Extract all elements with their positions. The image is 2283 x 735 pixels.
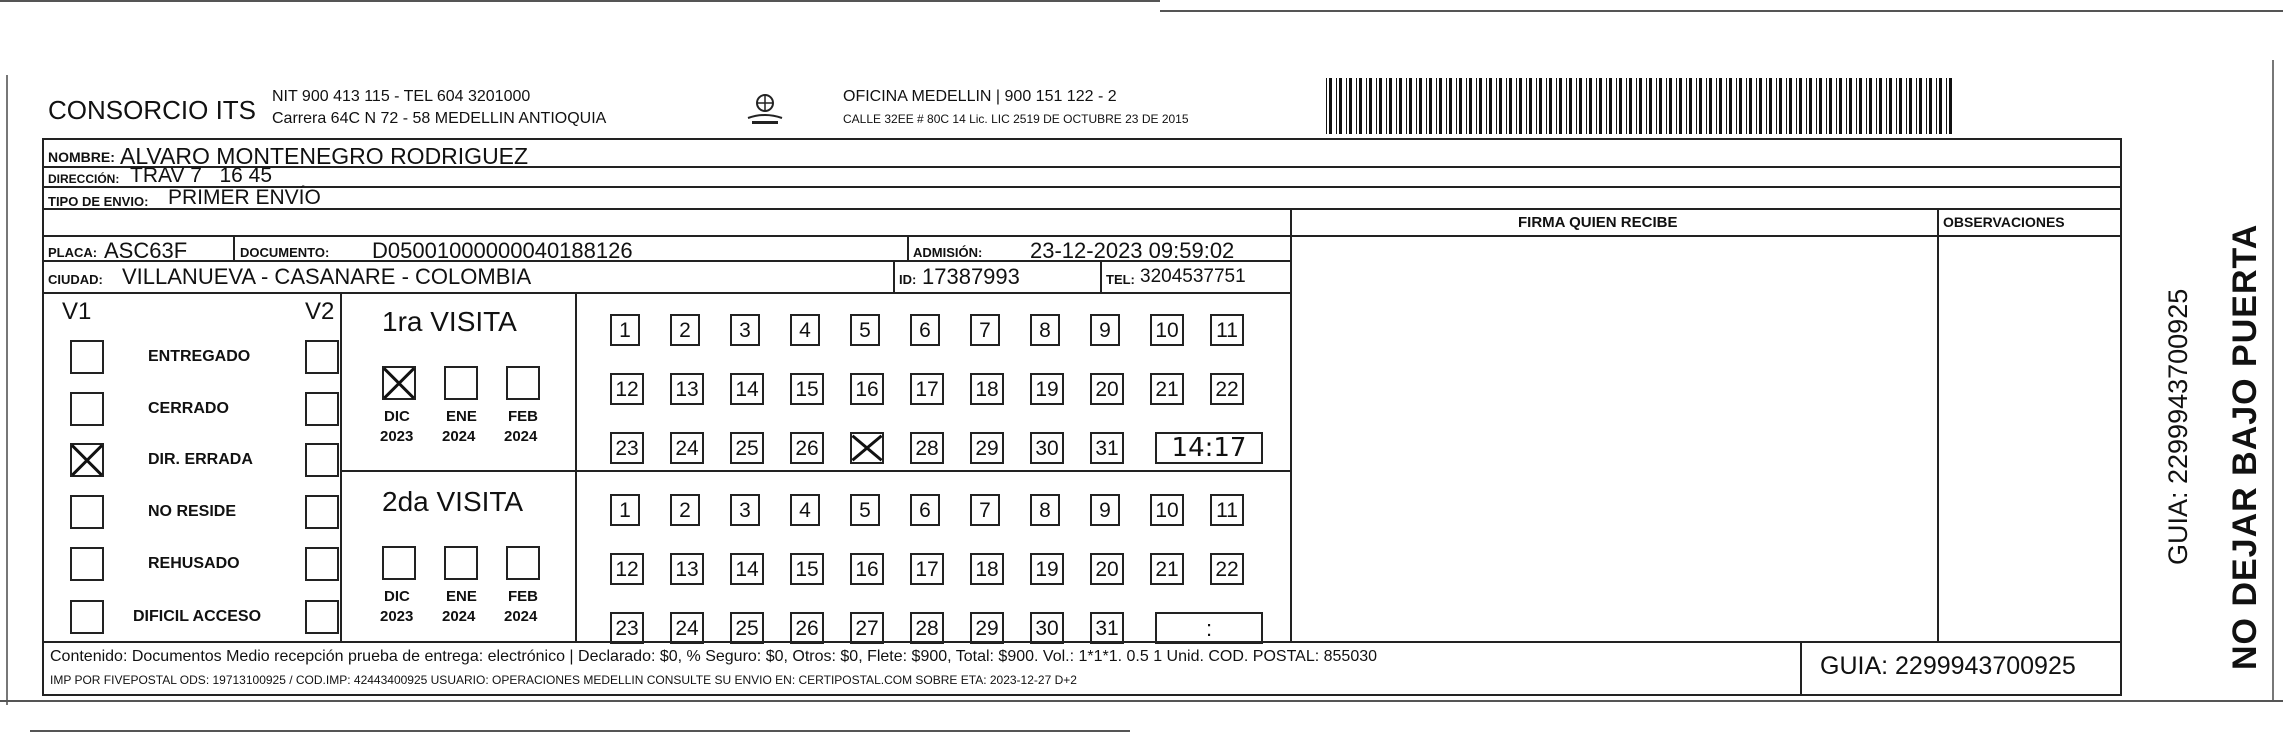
scan-edge-bottom [0, 700, 2283, 702]
barcode-bar [1399, 78, 1402, 134]
footer-contenido: Contenido: Documentos Medio recepción prueba de entrega: electrónico | Declarado: $0, % Seguro: $0, Otros: $0, Flete: $900, Total: $900. Vol.: 1*1*1. 0.5 1 Unid. COD. POSTAL: 855030 [50, 648, 1378, 665]
day-box[interactable]: 31 [1090, 612, 1124, 644]
time-box[interactable]: 14:17 [1155, 432, 1263, 464]
month-checkbox[interactable] [444, 366, 478, 400]
barcode-bar [1559, 78, 1562, 134]
tipo-envio-value: PRIMER ENVÍO [168, 186, 321, 209]
barcode-bar [1409, 78, 1412, 134]
barcode-bar [1836, 78, 1837, 134]
barcode-bar [1659, 78, 1662, 134]
barcode-bar [1806, 78, 1807, 134]
barcode-bar [1576, 78, 1577, 134]
observaciones-label: OBSERVACIONES [1943, 214, 2065, 230]
documento-label: DOCUMENTO: [240, 245, 330, 260]
day-box[interactable]: 6 [910, 494, 940, 526]
day-box[interactable]: 19 [1030, 373, 1064, 405]
barcode-bar [1406, 78, 1407, 134]
day-box[interactable]: 5 [850, 494, 880, 526]
barcode-bar [1719, 78, 1722, 134]
day-box[interactable]: 14 [730, 553, 764, 585]
v2-checkbox[interactable] [305, 547, 339, 581]
month-label: DIC [384, 588, 410, 605]
barcode-bar [1469, 78, 1472, 134]
day-box[interactable]: 29 [970, 612, 1004, 644]
barcode-bar [1946, 78, 1947, 134]
barcode-bar [1546, 78, 1547, 134]
day-box[interactable]: 4 [790, 494, 820, 526]
id-value: 17387993 [922, 264, 1020, 289]
day-box[interactable]: 6 [910, 314, 940, 346]
barcode-bar [1519, 78, 1522, 134]
day-box[interactable]: 2 [670, 494, 700, 526]
day-box[interactable]: 2 [670, 314, 700, 346]
day-box[interactable]: 28 [910, 432, 944, 464]
barcode-bar [1709, 78, 1712, 134]
barcode-bar [1926, 78, 1927, 134]
month-label: FEB [508, 408, 538, 425]
company-address: Carrera 64C N 72 - 58 MEDELLIN ANTIOQUIA [272, 110, 607, 127]
barcode-bar [1696, 78, 1697, 134]
barcode-bar [1486, 78, 1487, 134]
barcode-bar [1736, 78, 1737, 134]
barcode-bar [1679, 78, 1682, 134]
v2-checkbox[interactable] [305, 495, 339, 529]
barcode-bar [1819, 78, 1822, 134]
tel-label: TEL: [1106, 272, 1135, 287]
day-box[interactable]: 26 [790, 432, 824, 464]
day-box[interactable]: 13 [670, 553, 704, 585]
day-box[interactable]: 21 [1150, 373, 1184, 405]
v2-checkbox[interactable] [305, 443, 339, 477]
barcode-bar [1896, 78, 1897, 134]
barcode-bar [1556, 78, 1557, 134]
scan-edge-left [6, 75, 8, 705]
courier-logo-icon [740, 90, 790, 130]
office-line: OFICINA MEDELLIN | 900 151 122 - 2 [843, 88, 1117, 105]
barcode-bar [1686, 78, 1687, 134]
barcode-bar [1449, 78, 1452, 134]
barcode-bar [1889, 78, 1892, 134]
day-box[interactable]: 31 [1090, 432, 1124, 464]
barcode-bar [1516, 78, 1517, 134]
barcode-bar [1549, 78, 1552, 134]
barcode-bar [1776, 78, 1777, 134]
barcode-bar [1446, 78, 1447, 134]
day-box[interactable]: 19 [1030, 553, 1064, 585]
barcode-bar [1329, 78, 1332, 134]
barcode-bar [1826, 78, 1827, 134]
day-box[interactable]: 14 [730, 373, 764, 405]
day-box[interactable]: 22 [1210, 553, 1244, 585]
day-box[interactable]: 11 [1210, 314, 1244, 346]
barcode-bar [1876, 78, 1877, 134]
barcode-bar [1859, 78, 1862, 134]
tel-value: 3204537751 [1140, 266, 1246, 287]
barcode-bar [1356, 78, 1357, 134]
barcode-bar [1389, 78, 1392, 134]
barcode-bar [1606, 78, 1607, 134]
side-warning: NO DEJAR BAJO PUERTA [2226, 223, 2264, 670]
day-box[interactable]: 30 [1030, 612, 1064, 644]
month-label: ENE [446, 588, 477, 605]
barcode-bar [1586, 78, 1587, 134]
barcode-bar [1339, 78, 1342, 134]
barcode-bar [1439, 78, 1442, 134]
barcode-bar [1619, 78, 1622, 134]
v1-label: V1 [62, 298, 92, 325]
barcode-bar [1599, 78, 1602, 134]
day-box[interactable]: 12 [610, 553, 644, 585]
barcode-bar [1369, 78, 1372, 134]
day-box[interactable] [850, 432, 884, 464]
v2-checkbox[interactable] [305, 600, 339, 634]
barcode-bar [1916, 78, 1917, 134]
barcode-bar [1759, 78, 1762, 134]
v2-checkbox[interactable] [305, 392, 339, 426]
barcode-bar [1866, 78, 1867, 134]
barcode-bar [1639, 78, 1642, 134]
barcode-bar [1799, 78, 1802, 134]
barcode-bar [1706, 78, 1707, 134]
day-box[interactable]: 16 [850, 553, 884, 585]
barcode-bar [1419, 78, 1422, 134]
month-checkbox[interactable] [506, 366, 540, 400]
day-box[interactable]: 23 [610, 612, 644, 644]
side-guia: GUIA: 2299943700925 [2163, 288, 2193, 565]
month-checkbox[interactable] [382, 546, 416, 580]
barcode-bar [1839, 78, 1842, 134]
day-box[interactable]: 10 [1150, 314, 1184, 346]
license-line: CALLE 32EE # 80C 14 Lic. LIC 2519 DE OCTUBRE 23 DE 2015 [843, 112, 1189, 126]
barcode-bar [1656, 78, 1657, 134]
day-box[interactable]: 3 [730, 314, 760, 346]
barcode-bar [1609, 78, 1612, 134]
day-box[interactable]: 5 [850, 314, 880, 346]
day-box[interactable]: 22 [1210, 373, 1244, 405]
barcode-bar [1809, 78, 1812, 134]
day-box[interactable]: 3 [730, 494, 760, 526]
status-option-label: CERRADO [148, 400, 229, 417]
barcode-bar [1779, 78, 1782, 134]
barcode-bar [1579, 78, 1582, 134]
company-name: CONSORCIO ITS [48, 95, 257, 125]
scan-edge-top [0, 0, 1160, 2]
v1-checkbox[interactable] [70, 495, 104, 529]
nombre-label: NOMBRE: [48, 149, 115, 165]
barcode-bar [1386, 78, 1387, 134]
placa-label: PLACA: [48, 245, 98, 260]
barcode-bar [1489, 78, 1492, 134]
barcode-bar [1616, 78, 1617, 134]
barcode-bar [1426, 78, 1427, 134]
status-option-label: ENTREGADO [148, 348, 251, 365]
barcode-bar [1629, 78, 1632, 134]
barcode-bar [1739, 78, 1742, 134]
barcode [1326, 78, 1960, 136]
barcode-bar [1909, 78, 1912, 134]
year-label: 2024 [442, 608, 476, 625]
admision-label: ADMISIÓN: [913, 245, 983, 260]
barcode-bar [1496, 78, 1497, 134]
v1-checkbox[interactable] [70, 600, 104, 634]
barcode-bar [1846, 78, 1847, 134]
barcode-bar [1376, 78, 1377, 134]
day-box[interactable]: 7 [970, 314, 1000, 346]
day-box[interactable]: 25 [730, 612, 764, 644]
barcode-bar [1849, 78, 1852, 134]
day-box[interactable]: 30 [1030, 432, 1064, 464]
day-box[interactable]: 26 [790, 612, 824, 644]
barcode-bar [1636, 78, 1637, 134]
year-label: 2024 [504, 428, 538, 445]
status-option-label: DIR. ERRADA [148, 451, 253, 468]
barcode-bar [1646, 78, 1647, 134]
admision-value: 23-12-2023 09:59:02 [1030, 238, 1235, 263]
barcode-bar [1436, 78, 1437, 134]
barcode-bar [1906, 78, 1907, 134]
day-box[interactable]: 18 [970, 553, 1004, 585]
day-box[interactable]: 1 [610, 314, 640, 346]
direccion-label: DIRECCIÓN: [48, 172, 120, 186]
day-box[interactable]: 21 [1150, 553, 1184, 585]
barcode-bar [1829, 78, 1832, 134]
barcode-bar [1729, 78, 1732, 134]
barcode-bar [1349, 78, 1352, 134]
id-label: ID: [899, 272, 917, 287]
month-checkbox[interactable] [444, 546, 478, 580]
scan-edge-bottom-2 [30, 730, 1130, 732]
barcode-bar [1669, 78, 1672, 134]
ciudad-label: CIUDAD: [48, 272, 103, 287]
day-box[interactable]: 10 [1150, 494, 1184, 526]
day-box[interactable]: 20 [1090, 553, 1124, 585]
day-box[interactable]: 20 [1090, 373, 1124, 405]
barcode-bar [1506, 78, 1507, 134]
footer-guia: GUIA: 2299943700925 [1820, 652, 2076, 680]
barcode-bar [1879, 78, 1882, 134]
day-box[interactable]: 9 [1090, 314, 1120, 346]
barcode-bar [1869, 78, 1872, 134]
year-label: 2024 [442, 428, 476, 445]
v2-label: V2 [305, 298, 335, 325]
barcode-bar [1666, 78, 1667, 134]
day-box[interactable]: 11 [1210, 494, 1244, 526]
barcode-bar [1466, 78, 1467, 134]
barcode-bar [1816, 78, 1817, 134]
month-label: FEB [508, 588, 538, 605]
footer-imp: IMP POR FIVEPOSTAL ODS: 19713100925 / COD.IMP: 42443400925 USUARIO: OPERACIONES MEDELLIN CONSULTE SU ENVIO EN: CERTIPOSTAL.COM SOBRE ETA: 2023-12-27 D+2 [50, 673, 1077, 687]
placa-value: ASC63F [104, 238, 188, 263]
barcode-bar [1476, 78, 1477, 134]
tipo-envio-label: TIPO DE ENVIO: [48, 194, 149, 209]
barcode-bar [1746, 78, 1747, 134]
barcode-bar [1596, 78, 1597, 134]
month-checkbox[interactable] [382, 366, 416, 400]
direccion-value: TRAV 7 16 45 [130, 164, 273, 187]
barcode-bar [1569, 78, 1572, 134]
v1-checkbox[interactable] [70, 443, 104, 477]
barcode-bar [1416, 78, 1417, 134]
day-box[interactable]: 16 [850, 373, 884, 405]
barcode-bar [1716, 78, 1717, 134]
barcode-bar [1536, 78, 1537, 134]
day-box[interactable]: 4 [790, 314, 820, 346]
day-box[interactable]: 28 [910, 612, 944, 644]
documento-value: D05001000000040188126 [372, 238, 633, 263]
visit-title: 2da VISITA [382, 486, 524, 517]
day-box[interactable]: 9 [1090, 494, 1120, 526]
barcode-bar [1539, 78, 1542, 134]
day-box[interactable]: 15 [790, 373, 824, 405]
barcode-bar [1526, 78, 1527, 134]
month-label: ENE [446, 408, 477, 425]
barcode-bar [1749, 78, 1752, 134]
day-box[interactable]: 24 [670, 612, 704, 644]
day-box[interactable]: 17 [910, 373, 944, 405]
day-box[interactable]: 29 [970, 432, 1004, 464]
barcode-bar [1379, 78, 1382, 134]
barcode-bar [1856, 78, 1857, 134]
day-box[interactable]: 13 [670, 373, 704, 405]
label-frame [42, 138, 2122, 696]
barcode-bar [1626, 78, 1627, 134]
barcode-bar [1359, 78, 1362, 134]
barcode-bar [1756, 78, 1757, 134]
firma-quien-recibe-label: FIRMA QUIEN RECIBE [1518, 214, 1678, 231]
barcode-bar [1336, 78, 1337, 134]
day-box[interactable]: 7 [970, 494, 1000, 526]
barcode-bar [1396, 78, 1397, 134]
year-label: 2023 [380, 608, 414, 625]
month-label: DIC [384, 408, 410, 425]
barcode-bar [1949, 78, 1952, 134]
scan-edge-top-right [1160, 10, 2283, 12]
status-option-label: NO RESIDE [148, 503, 237, 520]
barcode-bar [1566, 78, 1567, 134]
barcode-bar [1939, 78, 1942, 134]
year-label: 2024 [504, 608, 538, 625]
v1-checkbox[interactable] [70, 340, 104, 374]
day-box[interactable]: 24 [670, 432, 704, 464]
barcode-bar [1429, 78, 1432, 134]
barcode-bar [1509, 78, 1512, 134]
day-box[interactable]: 15 [790, 553, 824, 585]
day-box[interactable]: 8 [1030, 314, 1060, 346]
barcode-bar [1326, 78, 1327, 134]
v1-checkbox[interactable] [70, 547, 104, 581]
v1-checkbox[interactable] [70, 392, 104, 426]
visit-title: 1ra VISITA [382, 306, 517, 337]
barcode-bar [1479, 78, 1482, 134]
month-checkbox[interactable] [506, 546, 540, 580]
day-box[interactable]: 17 [910, 553, 944, 585]
barcode-bar [1456, 78, 1457, 134]
barcode-bar [1366, 78, 1367, 134]
barcode-bar [1529, 78, 1532, 134]
year-label: 2023 [380, 428, 414, 445]
barcode-bar [1796, 78, 1797, 134]
barcode-bar [1459, 78, 1462, 134]
day-box[interactable]: 25 [730, 432, 764, 464]
barcode-bar [1769, 78, 1772, 134]
barcode-bar [1699, 78, 1702, 134]
scan-edge-right [2272, 60, 2274, 700]
barcode-bar [1649, 78, 1652, 134]
time-box[interactable]: : [1155, 612, 1263, 644]
barcode-bar [1919, 78, 1922, 134]
day-box[interactable]: 27 [850, 612, 884, 644]
day-box[interactable]: 8 [1030, 494, 1060, 526]
day-box[interactable]: 18 [970, 373, 1004, 405]
barcode-bar [1929, 78, 1932, 134]
barcode-bar [1726, 78, 1727, 134]
day-box[interactable]: 23 [610, 432, 644, 464]
barcode-bar [1346, 78, 1347, 134]
barcode-bar [1676, 78, 1677, 134]
status-option-label: REHUSADO [148, 555, 240, 572]
barcode-bar [1766, 78, 1767, 134]
v2-checkbox[interactable] [305, 340, 339, 374]
barcode-bar [1789, 78, 1792, 134]
barcode-bar [1899, 78, 1902, 134]
barcode-bar [1936, 78, 1937, 134]
barcode-bar [1589, 78, 1592, 134]
day-box[interactable]: 12 [610, 373, 644, 405]
barcode-bar [1499, 78, 1502, 134]
nombre-value: ALVARO MONTENEGRO RODRIGUEZ [120, 143, 529, 169]
day-box[interactable]: 1 [610, 494, 640, 526]
ciudad-value: VILLANUEVA - CASANARE - COLOMBIA [122, 264, 532, 289]
nit-line: NIT 900 413 115 - TEL 604 3201000 [272, 88, 531, 105]
barcode-bar [1689, 78, 1692, 134]
barcode-bar [1886, 78, 1887, 134]
status-option-label: DIFICIL ACCESO [133, 608, 262, 625]
barcode-bar [1786, 78, 1787, 134]
